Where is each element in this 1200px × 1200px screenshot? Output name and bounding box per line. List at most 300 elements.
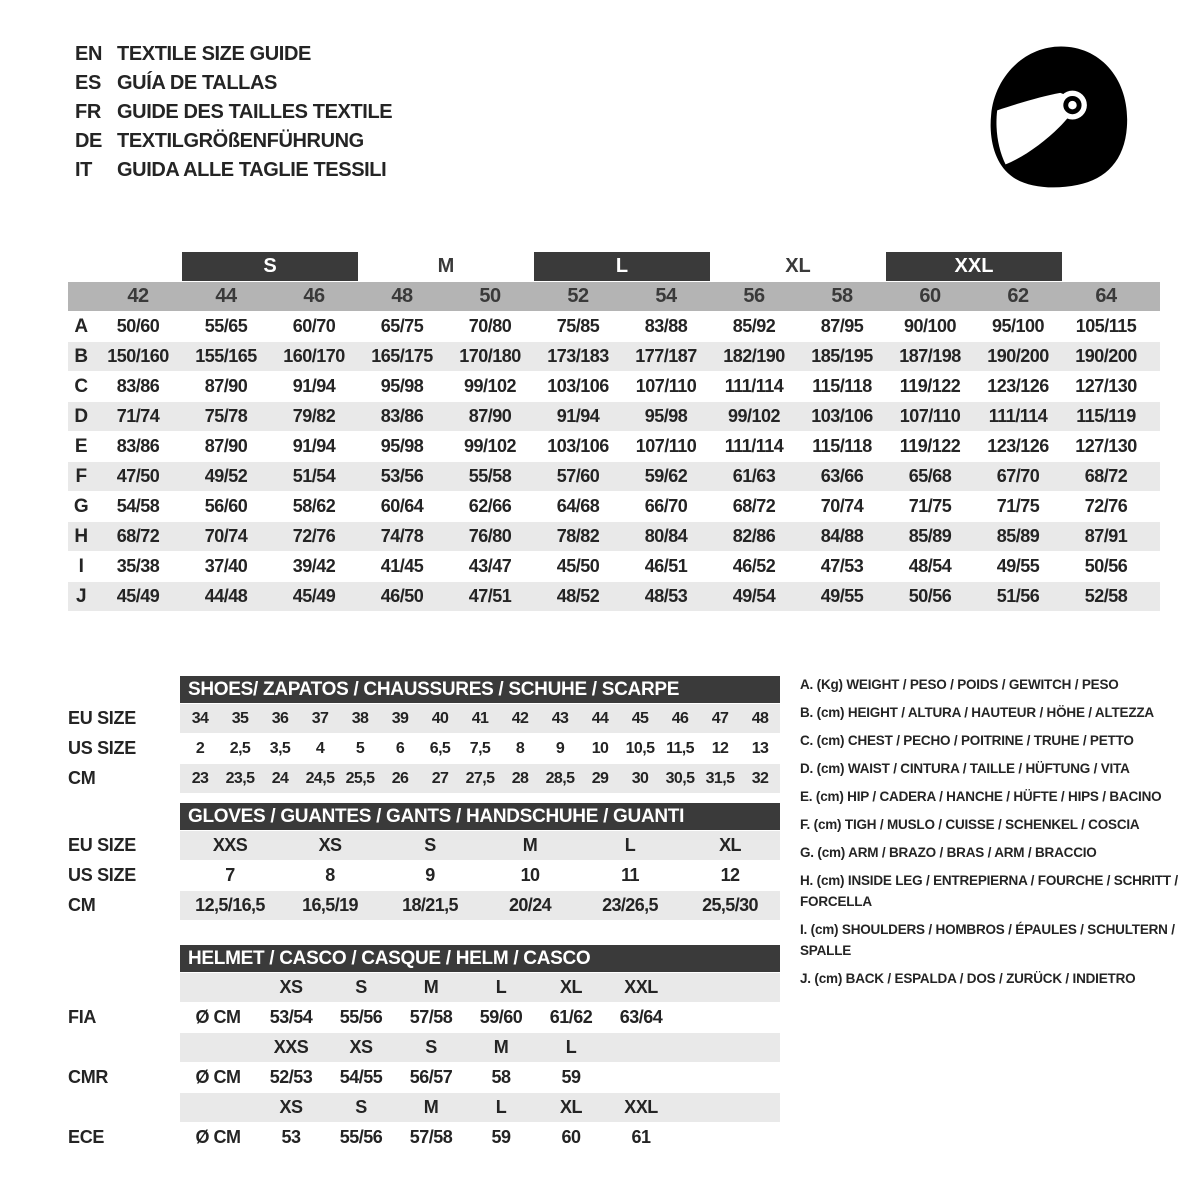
size-value-cell: 173/183 [547,346,609,366]
gloves-cell: L [624,835,636,855]
helmet-value-cell: 61/62 [549,1007,593,1027]
size-value-cell: 87/90 [204,376,248,396]
size-value-cell: 160/170 [283,346,345,366]
size-value-cell: 71/75 [908,496,952,516]
size-value-cell: 58/62 [292,496,336,516]
size-value-cell: 87/95 [820,316,864,336]
helmet-standard-spacer [68,1093,180,1122]
size-value-cell: 83/86 [116,436,160,456]
shoes-cell: 9 [555,739,565,757]
helmet-size-cell: M [423,977,439,997]
shoes-cell: 2,5 [229,739,251,757]
size-value-cell: 91/94 [292,376,336,396]
size-value-cell: 49/54 [732,586,776,606]
size-value-cell: 60/70 [292,316,336,336]
size-value-cell: 59/62 [644,466,688,486]
helmet-standard-label: FIA [68,1007,97,1027]
size-value-cell: 72/76 [292,526,336,546]
gloves-cell: XS [318,835,342,855]
shoes-cell: 29 [591,769,609,787]
language-row [75,98,392,127]
shoes-cell: 4 [315,739,325,757]
shoes-row [68,734,780,763]
gloves-row [68,831,780,860]
size-value-cell: 103/106 [547,376,609,396]
shoes-cell: 24 [271,769,289,787]
size-value-cell: 54/58 [116,496,160,516]
shoes-cell: 45 [631,709,649,727]
helmet-value-cell: 55/56 [339,1127,383,1147]
size-value-cell: 55/65 [204,316,248,336]
gloves-cell: 12,5/16,5 [195,895,265,915]
size-value-cell: 47/51 [468,586,512,606]
size-value-cell: 190/200 [987,346,1049,366]
gloves-cell: 16,5/19 [302,895,358,915]
shoes-row [68,704,780,733]
helmet-size-cell: S [355,977,367,997]
measurement-row-label: E [74,435,88,457]
helmet-value-cell: 57/58 [409,1007,453,1027]
measurement-row-label: D [74,405,88,427]
gloves-row-band [180,891,780,920]
size-value-cell: 55/58 [468,466,512,486]
numeric-size-cell: 56 [743,285,765,307]
legend-item: D. (cm) WAIST / CINTURA / TAILLE / HÜFTUNG / VITA [800,761,1130,776]
shoes-cell: 30 [631,769,649,787]
gloves-cell: 23/26,5 [602,895,658,915]
legend-item: E. (cm) HIP / CADERA / HANCHE / HÜFTE / HIPS / BACINO [800,789,1162,804]
language-title: GUIDE DES TAILLES TEXTILE [117,101,393,123]
shoes-cell: 48 [751,709,769,727]
size-value-cell: 80/84 [644,526,688,546]
measurement-row-label: A [74,315,88,337]
size-value-cell: 37/40 [204,556,248,576]
shoes-cell: 10,5 [625,739,655,757]
size-group-s: S [182,252,358,281]
size-value-cell: 44/48 [204,586,248,606]
shoes-cell: 3,5 [269,739,291,757]
size-value-cell: 49/55 [820,586,864,606]
language-code: DE [75,130,102,152]
numeric-size-cell: 50 [479,285,501,307]
shoes-cell: 5 [355,739,365,757]
helmet-values-row [68,1063,780,1092]
helmet-value-cell: 55/56 [339,1007,383,1027]
size-value-cell: 127/130 [1075,436,1137,456]
shoes-row-label: CM [68,768,96,788]
size-value-cell: 182/190 [723,346,785,366]
numeric-size-cell: 44 [215,285,237,307]
size-value-cell: 66/70 [644,496,688,516]
gloves-cell: M [522,835,538,855]
size-value-cell: 62/66 [468,496,512,516]
shoes-cell: 28 [511,769,529,787]
helmet-value-cell: 53 [281,1127,301,1147]
helmet-size-cell: XXS [273,1037,309,1057]
measurement-row-label: C [74,375,88,397]
size-value-cell: 50/56 [908,586,952,606]
size-value-cell: 72/76 [1084,496,1128,516]
gloves-row-label: EU SIZE [68,835,136,855]
numeric-size-cell: 58 [831,285,853,307]
language-title: GUÍA DE TALLAS [117,72,277,94]
size-value-cell: 68/72 [1084,466,1128,486]
size-value-cell: 83/86 [380,406,424,426]
helmet-values-band [180,1123,780,1152]
shoes-cell: 43 [551,709,569,727]
helmet-size-cell: S [355,1097,367,1117]
helmet-value-cell: 59 [491,1127,511,1147]
size-group-xxl: XXL [886,252,1062,281]
legend-item: C. (cm) CHEST / PECHO / POITRINE / TRUHE / PETTO [800,733,1134,748]
gloves-cell: 8 [325,865,335,885]
gloves-cell: 18/21,5 [402,895,458,915]
size-value-cell: 68/72 [116,526,160,546]
gloves-cell: XXS [212,835,248,855]
helmet-sizes-band [180,1093,780,1122]
helmet-value-cell: 52/53 [269,1067,313,1087]
numeric-size-cell: 52 [567,285,589,307]
size-value-cell: 75/85 [556,316,600,336]
size-value-cell: 185/195 [811,346,873,366]
gloves-cell: 11 [621,865,639,885]
size-value-cell: 115/119 [1076,406,1136,426]
size-value-cell: 51/56 [996,586,1040,606]
size-value-cell: 39/42 [292,556,336,576]
size-group-l: L [534,252,710,281]
shoes-cell: 26 [391,769,409,787]
size-value-cell: 47/50 [116,466,160,486]
size-value-cell: 49/55 [996,556,1040,576]
shoes-cell: 47 [711,709,729,727]
gloves-row [68,891,780,920]
size-value-cell: 76/80 [468,526,512,546]
helmet-values-row [68,1003,780,1032]
size-value-cell: 107/110 [635,376,697,396]
size-value-cell: 103/106 [811,406,873,426]
helmet-table-title [180,945,780,972]
size-value-cell: 52/58 [1084,586,1128,606]
size-value-cell: 45/50 [556,556,600,576]
helmet-size-cell: XXL [624,1097,658,1117]
size-value-cell: 187/198 [899,346,961,366]
size-value-cell: 83/86 [116,376,160,396]
size-table-row [68,342,1160,371]
shoes-cell: 40 [431,709,449,727]
size-value-cell: 70/80 [468,316,512,336]
shoes-row-band [180,704,780,733]
size-value-cell: 111/114 [988,406,1048,426]
language-code: FR [75,101,101,123]
helmet-values-row [68,1123,780,1152]
size-value-cell: 165/175 [371,346,433,366]
helmet-values-band [180,1003,780,1032]
size-value-cell: 50/60 [116,316,160,336]
size-value-cell: 48/54 [908,556,952,576]
size-value-cell: 84/88 [820,526,864,546]
size-value-cell: 123/126 [987,436,1049,456]
gloves-cell: 9 [425,865,435,885]
helmet-value-cell: 59 [561,1067,581,1087]
size-value-cell: 85/89 [908,526,952,546]
shoes-cell: 27,5 [465,769,495,787]
shoes-cell: 28,5 [545,769,575,787]
size-value-cell: 70/74 [204,526,248,546]
size-table-row [68,492,1160,521]
helmet-standard-label: ECE [68,1127,105,1147]
size-value-cell: 119/122 [899,436,961,456]
helmet-size-cell: XS [279,1097,303,1117]
legend-item: J. (cm) BACK / ESPALDA / DOS / ZURÜCK / INDIETRO [800,971,1136,986]
size-value-cell: 49/52 [204,466,248,486]
gloves-table-title [180,803,780,830]
size-value-cell: 87/90 [468,406,512,426]
size-table-row [68,372,1160,401]
size-value-cell: 95/98 [380,436,424,456]
helmet-value-cell: 60 [561,1127,581,1147]
size-value-cell: 46/51 [644,556,688,576]
measurement-row-label: B [74,345,88,367]
size-value-cell: 95/100 [991,316,1045,336]
shoes-cell: 23 [191,769,209,787]
size-value-cell: 107/110 [635,436,697,456]
helmet-unit-cell: Ø CM [195,1007,241,1027]
helmet-size-table [68,945,780,1153]
language-code: ES [75,72,101,94]
language-title: TEXTILGRÖßENFÜHRUNG [117,130,364,152]
size-table-row [68,312,1160,341]
helmet-size-cell: XS [349,1037,373,1057]
measurement-row-label: I [78,555,84,577]
size-table-row [68,552,1160,581]
size-value-cell: 103/106 [547,436,609,456]
gloves-cell: 7 [225,865,235,885]
gloves-row-label: US SIZE [68,865,136,885]
shoes-cell: 35 [231,709,249,727]
numeric-size-cell: 62 [1007,285,1029,307]
helmet-value-cell: 63/64 [619,1007,663,1027]
size-value-cell: 95/98 [380,376,424,396]
shoes-row-band [180,764,780,793]
gloves-row-label: CM [68,895,96,915]
gloves-cell: S [424,835,436,855]
helmet-value-cell: 53/54 [269,1007,313,1027]
language-title: GUIDA ALLE TAGLIE TESSILI [117,159,387,181]
shoes-cell: 39 [391,709,409,727]
size-value-cell: 99/102 [727,406,781,426]
language-code: IT [75,159,92,181]
size-group-m: M [437,255,455,277]
size-value-cell: 155/165 [195,346,257,366]
helmet-value-cell: 56/57 [409,1067,453,1087]
gloves-row-band [180,831,780,860]
size-value-cell: 46/52 [732,556,776,576]
shoes-cell: 6,5 [429,739,451,757]
size-value-cell: 65/75 [380,316,424,336]
size-value-cell: 48/52 [556,586,600,606]
size-value-cell: 70/74 [820,496,864,516]
gloves-table-title-text: GLOVES / GUANTES / GANTS / HANDSCHUHE / GUANTI [188,806,685,827]
shoes-cell: 27 [431,769,449,787]
gloves-cell: XL [719,835,741,855]
helmet-unit-cell: Ø CM [195,1067,241,1087]
numeric-size-cell: 54 [655,285,677,307]
size-value-cell: 99/102 [463,436,517,456]
size-value-cell: 67/70 [996,466,1040,486]
language-code: EN [75,43,102,65]
shoes-cell: 42 [511,709,529,727]
gloves-row-band [180,861,780,890]
size-value-cell: 51/54 [292,466,336,486]
size-value-cell: 71/74 [116,406,160,426]
size-value-cell: 91/94 [556,406,600,426]
size-group-xl: XL [785,255,811,277]
numeric-size-cell: 64 [1095,285,1117,307]
shoes-cell: 34 [191,709,209,727]
shoes-cell: 44 [591,709,609,727]
shoes-cell: 2 [195,739,205,757]
shoes-table-title [180,676,780,703]
size-value-cell: 57/60 [556,466,600,486]
shoes-cell: 46 [671,709,689,727]
size-group-header-row [68,252,1160,281]
shoes-row-label: EU SIZE [68,708,136,728]
helmet-standard-spacer [68,1033,180,1062]
size-value-cell: 35/38 [116,556,160,576]
gloves-row [68,861,780,890]
language-row [75,156,392,185]
helmet-value-cell: 54/55 [339,1067,383,1087]
measurement-row-label: H [74,525,88,547]
shoes-cell: 23,5 [225,769,255,787]
size-value-cell: 91/94 [292,436,336,456]
size-value-cell: 170/180 [459,346,521,366]
legend-item: B. (cm) HEIGHT / ALTURA / HAUTEUR / HÖHE / ALTEZZA [800,705,1154,720]
size-value-cell: 95/98 [644,406,688,426]
size-value-cell: 105/115 [1075,316,1137,336]
size-value-cell: 71/75 [996,496,1040,516]
size-value-cell: 78/82 [556,526,600,546]
size-value-cell: 53/56 [380,466,424,486]
shoes-size-table [68,676,780,794]
size-value-cell: 111/114 [724,376,784,396]
helmet-size-cell: S [425,1037,437,1057]
shoes-cell: 24,5 [305,769,335,787]
size-value-cell: 43/47 [468,556,512,576]
shoes-cell: 41 [471,709,489,727]
gloves-size-table [68,803,780,921]
helmet-size-cell: L [495,977,507,997]
helmet-size-cell: M [493,1037,509,1057]
size-value-cell: 127/130 [1075,376,1137,396]
size-value-cell: 83/88 [644,316,688,336]
legend-item: I. (cm) SHOULDERS / HOMBROS / ÉPAULES / SCHULTERN / SPALLE [800,922,1175,958]
helmet-standard-spacer [68,973,180,1002]
gloves-cell: 12 [720,865,740,885]
size-value-cell: 61/63 [732,466,776,486]
size-value-cell: 111/114 [724,436,784,456]
shoes-cell: 25,5 [345,769,375,787]
shoes-table-title-text: SHOES/ ZAPATOS / CHAUSSURES / SCHUHE / SCARPE [188,679,680,700]
helmet-value-cell: 61 [631,1127,651,1147]
helmet-size-cell: L [495,1097,507,1117]
measurement-row-label: F [75,465,87,487]
racing-helmet-icon [982,36,1134,200]
numeric-size-cell: 60 [919,285,941,307]
shoes-cell: 37 [311,709,329,727]
size-value-cell: 90/100 [903,316,957,336]
size-value-cell: 119/122 [899,376,961,396]
numeric-size-cell: 42 [127,285,149,307]
size-value-cell: 123/126 [987,376,1049,396]
size-value-cell: 60/64 [380,496,424,516]
size-table-row [68,522,1160,551]
shoes-row-band [180,734,780,763]
shoes-row-label: US SIZE [68,738,136,758]
shoes-cell: 32 [751,769,769,787]
size-value-cell: 45/49 [116,586,160,606]
language-row [75,69,392,98]
numeric-size-cell: 46 [303,285,325,307]
numeric-size-header-row [68,282,1160,311]
language-title: TEXTILE SIZE GUIDE [117,43,311,65]
size-table-row [68,462,1160,491]
helmet-sizes-band [180,1033,780,1062]
shoes-cell: 36 [271,709,289,727]
size-value-cell: 107/110 [899,406,961,426]
helmet-value-cell: 57/58 [409,1127,453,1147]
shoes-cell: 7,5 [469,739,491,757]
helmet-table-title-text: HELMET / CASCO / CASQUE / HELM / CASCO [188,948,591,969]
shoes-cell: 38 [351,709,369,727]
size-value-cell: 82/86 [732,526,776,546]
size-table-row [68,402,1160,431]
helmet-value-cell: 58 [491,1067,511,1087]
legend-item: F. (cm) TIGH / MUSLO / CUISSE / SCHENKEL / COSCIA [800,817,1140,832]
helmet-size-cell: XL [559,977,582,997]
measurement-row-label: J [75,585,87,607]
helmet-size-cell: L [565,1037,577,1057]
size-value-cell: 50/56 [1084,556,1128,576]
measurement-row-label: G [73,495,89,517]
size-value-cell: 46/50 [380,586,424,606]
shoes-cell: 30,5 [665,769,695,787]
helmet-values-band [180,1063,780,1092]
language-title-list [75,40,392,185]
language-row [75,40,392,69]
language-row [75,127,392,156]
legend-item: A. (Kg) WEIGHT / PESO / POIDS / GEWITCH / PESO [800,677,1119,692]
size-value-cell: 87/91 [1084,526,1128,546]
shoes-cell: 12 [711,739,729,757]
shoes-cell: 11,5 [666,739,694,757]
shoes-cell: 6 [395,739,405,757]
size-value-cell: 115/118 [812,436,872,456]
size-value-cell: 47/53 [820,556,864,576]
helmet-unit-cell: Ø CM [195,1127,241,1147]
size-value-cell: 45/49 [292,586,336,606]
helmet-size-cell: XL [559,1097,582,1117]
gloves-cell: 20/24 [508,895,552,915]
size-value-cell: 56/60 [204,496,248,516]
size-value-cell: 48/53 [644,586,688,606]
size-value-cell: 63/66 [820,466,864,486]
size-value-cell: 64/68 [556,496,600,516]
gloves-cell: 25,5/30 [702,895,758,915]
size-value-cell: 41/45 [380,556,424,576]
shoes-row [68,764,780,793]
size-value-cell: 85/92 [732,316,776,336]
